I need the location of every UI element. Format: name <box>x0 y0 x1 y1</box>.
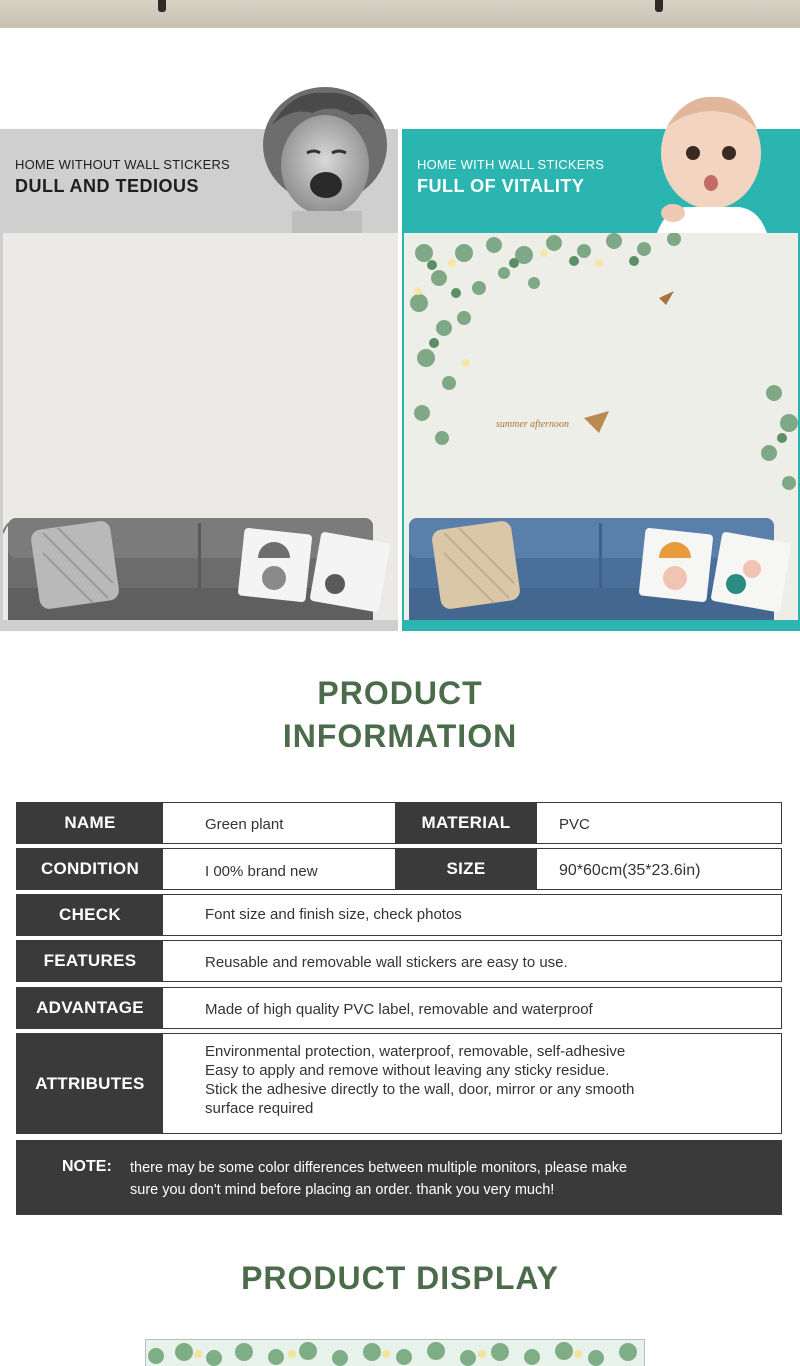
graphic-pillow-1 <box>639 528 714 603</box>
attributes-line: surface required <box>205 1100 314 1117</box>
comparison-panel-with <box>402 129 800 631</box>
material-label: MATERIAL <box>395 803 537 843</box>
spec-row-name-material <box>16 802 782 844</box>
without-big-caption: DULL AND TEDIOUS <box>15 176 200 196</box>
furniture-leg <box>655 0 663 12</box>
attributes-line: Environmental protection, waterproof, removable, self-adhesive <box>205 1043 626 1060</box>
note-box <box>16 1140 782 1215</box>
spec-row-check <box>16 894 782 936</box>
decorated-room-photo <box>404 233 798 620</box>
plain-room-photo <box>3 233 398 620</box>
advantage-value: Made of high quality PVC label, removable and waterproof <box>205 1001 593 1018</box>
attributes-line: Stick the adhesive directly to the wall, door, mirror or any smooth <box>205 1081 635 1098</box>
without-small-caption: HOME WITHOUT WALL STICKERS <box>15 157 230 172</box>
with-small-caption: HOME WITH WALL STICKERS <box>417 157 605 172</box>
condition-label: CONDITION <box>17 849 163 889</box>
note-line-2: sure you don't mind before placing an order. thank you very much! <box>130 1182 555 1198</box>
product-information-title <box>0 672 800 758</box>
features-value: Reusable and removable wall stickers are easy to use. <box>205 954 568 971</box>
spec-row-advantage <box>16 987 782 1029</box>
spec-row-condition-size <box>16 848 782 890</box>
attributes-label: ATTRIBUTES <box>17 1034 163 1133</box>
advantage-label: ADVANTAGE <box>17 988 163 1028</box>
top-photo-strip <box>0 0 800 28</box>
condition-value: I 00% brand new <box>205 863 318 880</box>
graphic-pillow-2 <box>710 531 791 612</box>
check-label: CHECK <box>17 895 163 935</box>
sticker-text: summer afternoon <box>496 419 570 430</box>
title-line-2: INFORMATION <box>282 718 518 754</box>
material-value: PVC <box>559 816 590 833</box>
name-value: Green plant <box>205 816 284 833</box>
spec-row-features <box>16 940 782 982</box>
size-label: SIZE <box>395 849 537 889</box>
knit-pillow <box>30 520 120 610</box>
title-line-1: PRODUCT <box>317 675 483 711</box>
happy-baby-photo <box>647 87 775 233</box>
crying-child-photo <box>252 85 398 233</box>
graphic-pillow-2 <box>309 531 390 612</box>
graphic-pillow-1 <box>238 528 313 603</box>
comparison-panel-without <box>0 129 398 631</box>
size-value: 90*60cm(35*23.6in) <box>559 862 701 879</box>
product-display-title: PRODUCT DISPLAY <box>241 1260 559 1296</box>
attributes-value <box>205 1042 634 1118</box>
knit-pillow <box>431 520 521 610</box>
furniture-leg <box>158 0 166 12</box>
name-label: NAME <box>17 803 163 843</box>
check-value: Font size and finish size, check photos <box>205 906 462 923</box>
note-line-1: there may be some color differences between multiple monitors, please make <box>130 1160 628 1176</box>
attributes-line: Easy to apply and remove without leaving any sticky residue. <box>205 1062 610 1079</box>
note-text <box>130 1157 750 1201</box>
product-display-image <box>145 1339 645 1366</box>
note-label: NOTE: <box>62 1158 112 1175</box>
with-big-caption: FULL OF VITALITY <box>417 176 585 196</box>
features-label: FEATURES <box>17 941 163 981</box>
spec-row-attributes <box>16 1033 782 1134</box>
